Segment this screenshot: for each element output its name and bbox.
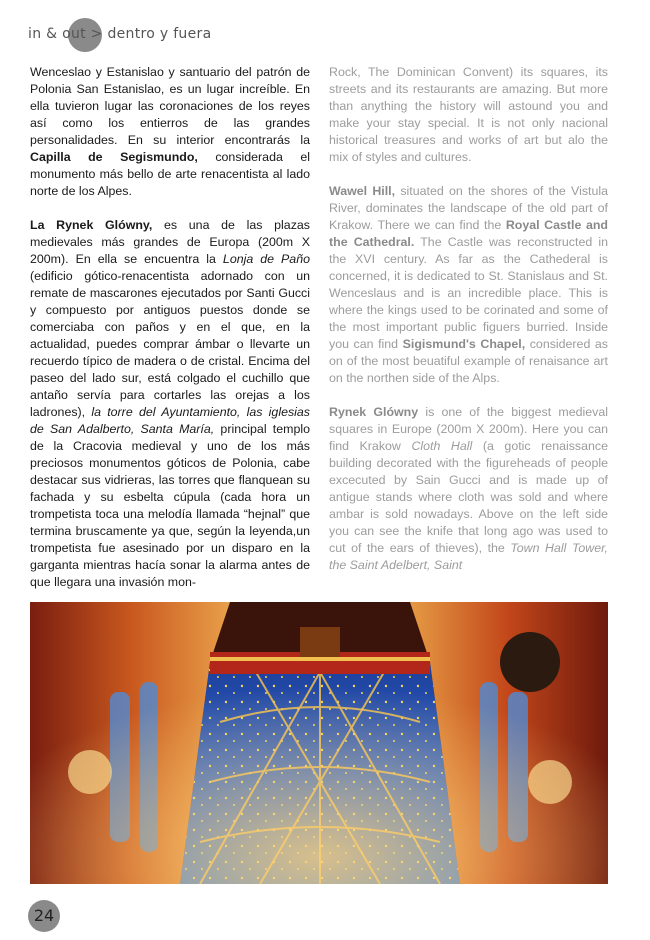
bold-term: Sigismund's Chapel,: [402, 337, 526, 351]
cathedral-interior-photo: [30, 602, 608, 884]
body-text: Wenceslao y Estanislao y santuario del patrón de Polonia San Estanislao, es un lugar increíble. En ella tuvieron lugar las coronaciones de los reyes así como los entierros de las grandes personalidades. En su interior encontrarás la: [30, 65, 310, 147]
body-text: The Castle was reconstructed in the XVI century. As far as the Cathederal is concerned, it is dedicated to St. Stanislaus and St. Wenceslaus and is an incredible place. This is where the kings used to be corinated and some of the most important public figuers burried. Inside you can find: [329, 235, 609, 351]
body-text: es una de las plazas medievales más grandes de Europa (200m X 200m). En ella se encuentra la: [30, 218, 310, 266]
italic-term: Cloth Hall: [411, 439, 473, 453]
italic-term: Lonja de Paño: [222, 252, 310, 266]
body-text: (edificio gótico-renacentista adornado con un remate de mascarones ejecutados por Santi Gucci y compuesto por antiguos puestos donde se comerciaba con paños y en el que, en la actualidad, puedes comprar ámbar o llevarte un recuerdo típico de madera o de cristal. Encima del paseo del lado sur, está colgado el cuchillo que antaño servía para cortarles las orejas a los ladrones),: [30, 269, 310, 419]
italic-term: la torre del Ayuntamiento, las iglesias de San Adalberto, Santa María,: [30, 405, 310, 436]
body-text: situated on the shores of the Vistula River, dominates the landscape of the old part of Krakow. There we can find the: [329, 184, 608, 232]
paragraph: [30, 217, 310, 591]
bold-term: La Rynek Glówny,: [30, 218, 153, 232]
bold-term: Rynek Glówny: [329, 405, 419, 419]
bold-term: Capilla de Segismundo,: [30, 150, 198, 164]
paragraph: [329, 183, 608, 387]
page-number: 24: [28, 900, 60, 932]
italic-term: Town Hall Tower, the Saint Adelbert, Saint: [329, 541, 608, 572]
body-text: principal templo de la Cracovia medieval y uno de los más preciosos monumentos góticos de Polonia, cabe destacar sus vidrieras, las torres que flanquean su fachada y su esbelta cúpula (cada hora un trompetista toca una melodía llamada “hejnal” que termina bruscamente ya que, según la leyenda,un trompetista fue asesinado por un disparo en la garganta mientras hacía sonar la alarma antes de que llegara una invasión mon-: [30, 422, 310, 589]
paragraph: Rock, The Dominican Convent) its squares, its streets and its restaurants are amazing. But more than anything the history will astound you and make your stay special. It is not only nacional historical treasures and works of art but alo the mix of styles and cultures.: [329, 65, 608, 164]
body-text: considerada el monumento más bello de arte renacentista al lado norte de los Alpes.: [30, 150, 310, 198]
bold-term: Wawel Hill,: [329, 184, 396, 198]
bold-term: Royal Castle and the Cathedral.: [329, 218, 608, 249]
paragraph: [329, 404, 608, 574]
body-text: is one of the biggest medieval squares in Europe (200m X 200m). Here you can find Krakow: [329, 405, 608, 453]
english-text-column: [329, 64, 608, 591]
body-text: (a gotic renaissance building decorated with the figureheads of people excecuted by Sain Gucci and is made up of antigue stands where cloth was sold and where ambar is sold nowadays. Above on the left side you can see the knife that long ago was used to cut of the ears of thieves), the: [329, 439, 608, 555]
body-text: considered as on of the most beuatiful example of renaisance art on the northen side of the Alps.: [329, 337, 608, 385]
section-header: [28, 18, 228, 52]
section-title: in & out > dentro y fuera: [28, 26, 212, 42]
paragraph: [30, 64, 310, 200]
spanish-text-column: [30, 64, 310, 608]
